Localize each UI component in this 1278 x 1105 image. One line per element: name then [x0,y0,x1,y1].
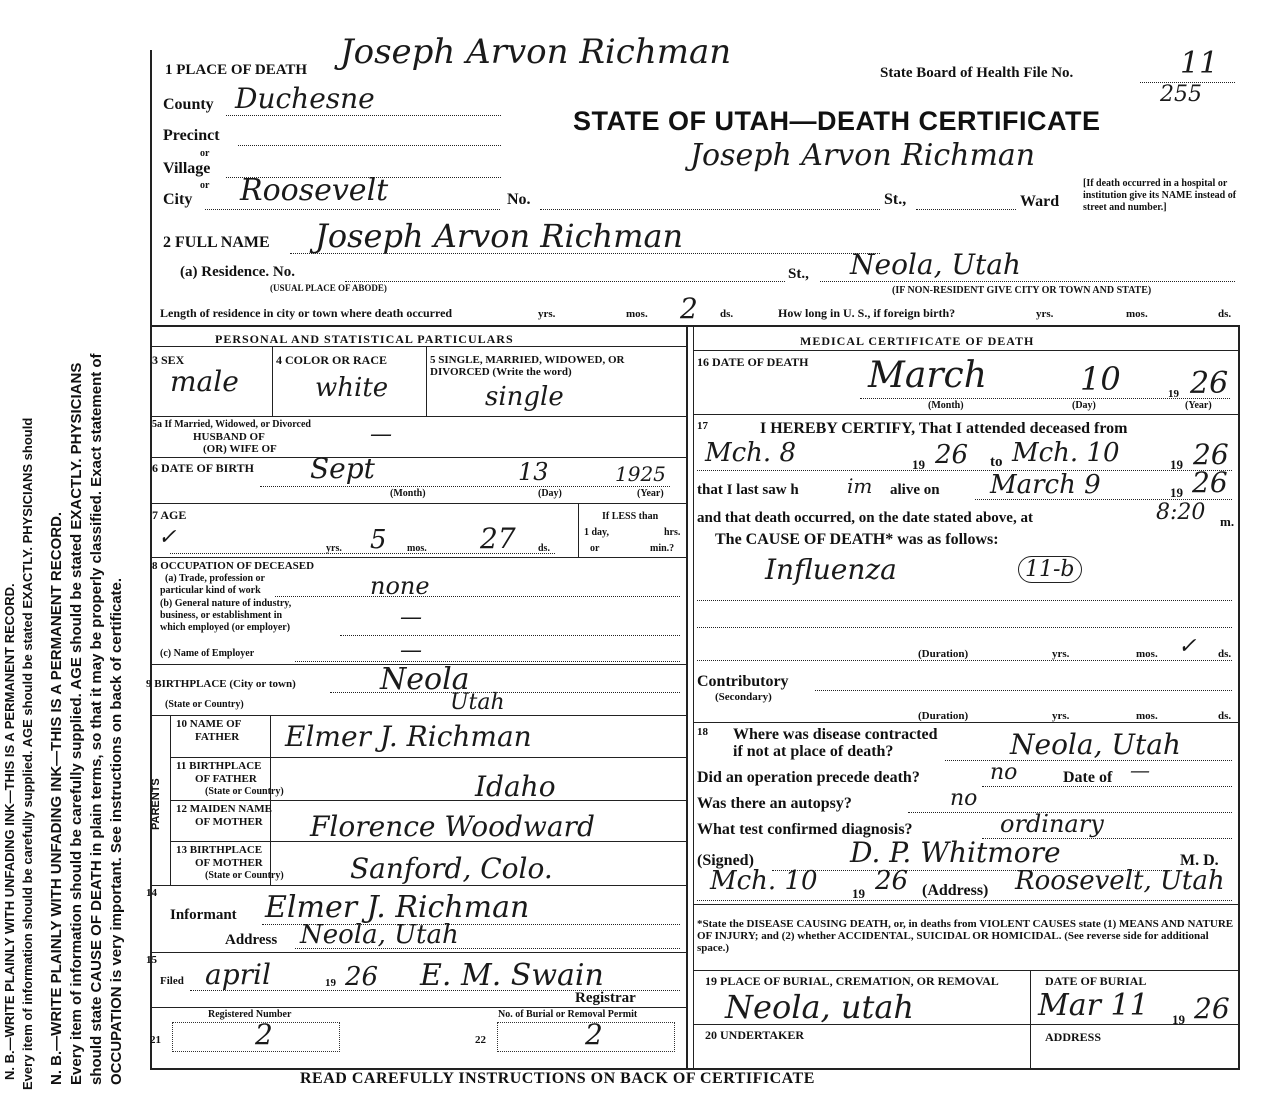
mother-label-1: 12 MAIDEN NAME [176,803,272,815]
informant-value: Elmer J. Richman [265,890,530,925]
burial-year-prefix: 19 [1172,1012,1185,1027]
dod-month: March [868,355,987,396]
father-birth-label-3: (State or Country) [205,786,284,797]
duration-mos-2: mos. [1136,710,1158,722]
us-ds: ds. [1218,308,1232,320]
county-value: Duchesne [235,82,375,115]
duration-ds-value: ✓ [1178,634,1197,659]
less-than-3: hrs. [664,527,681,538]
birth-state-value: Utah [450,690,505,715]
to-year: 26 [1193,438,1229,471]
md-label: M. D. [1180,852,1219,869]
margin-note-4: Every item of information should be carefully supplied. AGE should be stated EXACTLY. PHYSICIANS [68,362,85,1085]
filed-month: april [205,958,271,991]
length-yrs: yrs. [538,308,556,320]
last-saw-text: that I last saw h [697,482,799,498]
color-label: 4 COLOR OR RACE [276,353,388,367]
autopsy-label: Was there an autopsy? [697,795,852,812]
sex-label: 3 SEX [152,353,185,367]
last-year-prefix: 19 [1170,485,1183,500]
nonresident-note: (IF NON-RESIDENT GIVE CITY OR TOWN AND STATE) [892,285,1152,296]
age-mos: mos. [407,543,427,554]
or-2: or [200,180,210,191]
q18-text-1: Where was disease contracted [733,726,938,743]
us-mos: mos. [1126,308,1148,320]
title-name-note: Joseph Arvon Richman [690,138,1036,173]
dob-year-caption: (Year) [637,488,664,499]
city-label: City [163,191,193,208]
test-label: What test confirmed diagnosis? [697,821,913,838]
file-number: 11 [1180,46,1219,81]
occupation-a-2: particular kind of work [160,585,261,596]
age-mos-value: 5 [370,525,387,555]
operation-date-label: Date of [1063,769,1113,786]
q18-value: Neola, Utah [1010,728,1181,761]
occupation-b-2: business, or establishment in [160,610,283,621]
occupation-b-value: — [400,605,422,630]
full-name-value: Joseph Arvon Richman [315,217,684,255]
margin-note-5: should state CAUSE OF DEATH in plain terms, so that it may be properly classified. Exact statement of [88,353,105,1085]
residence-street-label: St., [788,266,809,282]
number-label: No. [507,191,531,208]
residence-label: (a) Residence. No. [180,264,295,280]
dod-year: 26 [1190,366,1229,401]
age-ds: ds. [538,543,550,554]
age-yrs: yrs. [326,543,342,554]
length-mos: mos. [626,308,648,320]
father-birth-value: Idaho [475,770,556,803]
dob-year: 1925 [615,462,666,486]
signed-value: D. P. Whitmore [850,836,1061,869]
to-label: to [990,454,1003,470]
burial-year: 26 [1194,992,1230,1025]
full-name-label: 2 FULL NAME [163,234,270,251]
mother-label-2: OF MOTHER [195,816,263,828]
precinct-label: Precinct [163,127,220,144]
margin-note-1: N. B.—WRITE PLAINLY WITH UNFADING INK—THIS IS A PERMANENT RECORD. [2,583,17,1080]
occupation-value: none [370,572,430,600]
informant-address-label: Address [225,932,278,948]
occurred-text: and that death occurred, on the date stated above, at [697,510,1033,526]
registrar-signature: E. M. Swain [420,958,604,993]
to-year-prefix: 19 [1170,457,1183,472]
dob-label: 6 DATE OF BIRTH [152,461,254,475]
less-than-2: 1 day, [584,527,610,538]
footnote: *State the DISEASE CAUSING DEATH, or, in deaths from VIOLENT CAUSES state (1) MEANS AND NATURE OF INJURY; and (2) whether ACCIDENTAL, SUICIDAL OR HOMICIDAL. (See reverse side for additional space.) [697,918,1234,954]
from-year-prefix: 19 [912,457,925,472]
father-label-1: 10 NAME OF [176,718,242,730]
burial-permit-caption: No. of Burial or Removal Permit [498,1009,638,1020]
attended-from: Mch. 8 [705,438,796,468]
spouse-label-1: 5a If Married, Widowed, or Divorced [152,419,311,430]
autopsy-value: no [950,786,978,811]
birthplace-label: 9 BIRTHPLACE (City or town) [146,678,296,690]
dod-year-prefix: 19 [1168,388,1179,400]
filed-number: 15 [146,954,157,966]
informant-number: 14 [146,887,157,899]
signed-label: (Signed) [697,852,754,869]
cause-value: Influenza [765,553,897,586]
filed-label: Filed [160,975,184,987]
place-of-death-heading: 1 PLACE OF DEATH [165,62,308,78]
employer-label: (c) Name of Employer [160,648,255,659]
residence-sub: (USUAL PLACE OF ABODE) [270,283,387,293]
duration-yrs-2: yrs. [1052,710,1070,722]
dob-day-caption: (Day) [538,488,562,499]
sex-value: male [170,365,239,398]
dob-month: Sept [310,452,375,485]
margin-note-3: N. B.—WRITE PLAINLY WITH UNFADING INK—THIS IS A PERMANENT RECORD. [48,511,65,1085]
occupation-label: 8 OCCUPATION OF DECEASED [152,560,315,572]
county-label: County [163,96,214,113]
mother-birth-label-3: (State or Country) [205,870,284,881]
marital-label: 5 SINGLE, MARRIED, WIDOWED, OR DIVORCED (Write the word) [430,354,625,378]
age-check: ✓ [158,525,177,550]
file-number-label: State Board of Health File No. [880,65,1074,81]
registered-number-no: 21 [150,1034,161,1046]
undertaker-address-label: ADDRESS [1045,1030,1102,1044]
burial-permit-no: 22 [475,1034,486,1046]
time-m: m. [1220,514,1235,529]
certify-number: 17 [697,420,708,432]
spouse-value: — [370,422,392,447]
mother-birth-label-1: 13 BIRTHPLACE [176,844,263,856]
dod-label: 16 DATE OF DEATH [697,355,809,369]
length-value: 2 [680,292,698,325]
ward-label: Ward [1020,193,1060,210]
margin-note-2: Every item of information should be carefully supplied. AGE should be stated EXACTLY. PHYSICIANS should [20,417,35,1090]
birth-state-label: (State or Country) [165,699,244,710]
sign-year-prefix: 19 [852,886,865,901]
q18-number: 18 [697,726,708,738]
duration-ds-2: ds. [1218,710,1232,722]
burial-place-value: Neola, utah [725,988,915,1026]
length-ds: ds. [720,308,734,320]
less-than-5: min.? [650,543,675,554]
employer-value: — [400,638,422,663]
q18-text-2: if not at place of death? [733,743,894,760]
burial-permit-value: 2 [585,1018,603,1051]
filed-year-prefix: 19 [325,977,336,989]
age-ds-value: 27 [480,522,516,555]
cause-text: The CAUSE OF DEATH* was as follows: [715,531,999,548]
certify-text: I HEREBY CERTIFY, That I attended deceased from [760,420,1128,437]
dob-day: 13 [518,458,549,486]
burial-date-label: DATE OF BURIAL [1045,974,1147,988]
parents-label: PARENTS [150,778,162,830]
age-label: 7 AGE [152,508,187,522]
spouse-label-2: HUSBAND OF [193,431,265,443]
informant-address: Neola, Utah [300,920,459,950]
sign-year: 26 [875,866,909,896]
spouse-label-3: (OR) WIFE OF [203,443,277,455]
registered-number-value: 2 [255,1018,273,1051]
undertaker-label: 20 UNDERTAKER [705,1028,805,1042]
duration-label-1: (Duration) [918,648,969,660]
registrar-label: Registrar [575,990,636,1006]
certificate-title: STATE OF UTAH—DEATH CERTIFICATE [573,106,1101,136]
sign-address-value: Roosevelt, Utah [1015,866,1225,896]
filed-year: 26 [345,962,379,992]
sign-address-label: (Address) [922,882,989,899]
dod-year-caption: (Year) [1185,400,1212,411]
birthplace-value: Neola [380,662,470,697]
less-than-4: or [590,543,600,554]
marital-value: single [485,382,564,412]
registered-number-caption: Registered Number [208,1009,292,1020]
us-residence-label: How long in U. S., if foreign birth? [778,306,956,320]
duration-label-2: (Duration) [918,710,969,722]
village-label: Village [163,160,211,177]
dod-month-caption: (Month) [928,400,964,411]
last-saw-date: March 9 [990,470,1101,500]
secondary-label: (Secondary) [715,691,772,703]
residence-value: Neola, Utah [850,248,1021,281]
dob-month-caption: (Month) [390,488,426,499]
operation-date-value: — [1130,758,1150,782]
city-value: Roosevelt [240,173,389,208]
father-birth-label-1: 11 BIRTHPLACE [176,760,262,772]
occupation-b-1: (b) General nature of industry, [160,598,292,609]
color-value: white [315,373,389,403]
duration-ds-1: ds. [1218,648,1232,660]
father-label-2: FATHER [195,731,240,743]
less-than-1: If LESS than [602,511,659,522]
alive-on-text: alive on [890,482,940,498]
length-residence-label: Length of residence in city or town where death occurred [160,306,453,320]
last-year: 26 [1192,466,1228,499]
operation-label: Did an operation precede death? [697,769,920,786]
cause-code: 11-b [1018,556,1082,583]
contributory-label: Contributory [697,673,789,690]
file-number-2: 255 [1160,82,1202,107]
medical-heading: MEDICAL CERTIFICATE OF DEATH [800,334,1035,348]
ward-note: [If death occurred in a hospital or institution give its NAME instead of street and number.] [1083,178,1237,213]
mother-value: Florence Woodward [310,810,595,843]
mother-birth-label-2: OF MOTHER [195,857,263,869]
margin-note-6: OCCUPATION is very important. See instructions on back of certificate. [108,577,125,1085]
occupation-a-1: (a) Trade, profession or [165,573,265,584]
occupation-b-3: which employed (or employer) [160,622,291,633]
dod-day: 10 [1080,360,1121,398]
from-year: 26 [935,440,969,470]
father-value: Elmer J. Richman [285,720,532,753]
dod-day-caption: (Day) [1072,400,1096,411]
burial-place-label: 19 PLACE OF BURIAL, CREMATION, OR REMOVAL [705,974,999,988]
attended-to: Mch. 10 [1012,438,1120,468]
top-name-note: Joseph Arvon Richman [340,32,732,72]
mother-birth-value: Sanford, Colo. [350,852,553,885]
test-value: ordinary [1000,810,1104,838]
informant-label: Informant [170,907,237,923]
death-time: 8:20 [1156,500,1206,525]
sign-date: Mch. 10 [710,866,818,896]
father-birth-label-2: OF FATHER [195,773,257,785]
us-yrs: yrs. [1036,308,1054,320]
street-label: St., [884,191,907,208]
duration-mos-1: mos. [1136,648,1158,660]
operation-value: no [990,760,1018,785]
last-saw-him: im [847,474,873,498]
personal-heading: PERSONAL AND STATISTICAL PARTICULARS [215,332,514,346]
footer-instructions: READ CAREFULLY INSTRUCTIONS ON BACK OF CERTIFICATE [300,1070,815,1087]
burial-date-value: Mar 11 [1038,988,1149,1023]
duration-yrs-1: yrs. [1052,648,1070,660]
or-1: or [200,148,210,159]
